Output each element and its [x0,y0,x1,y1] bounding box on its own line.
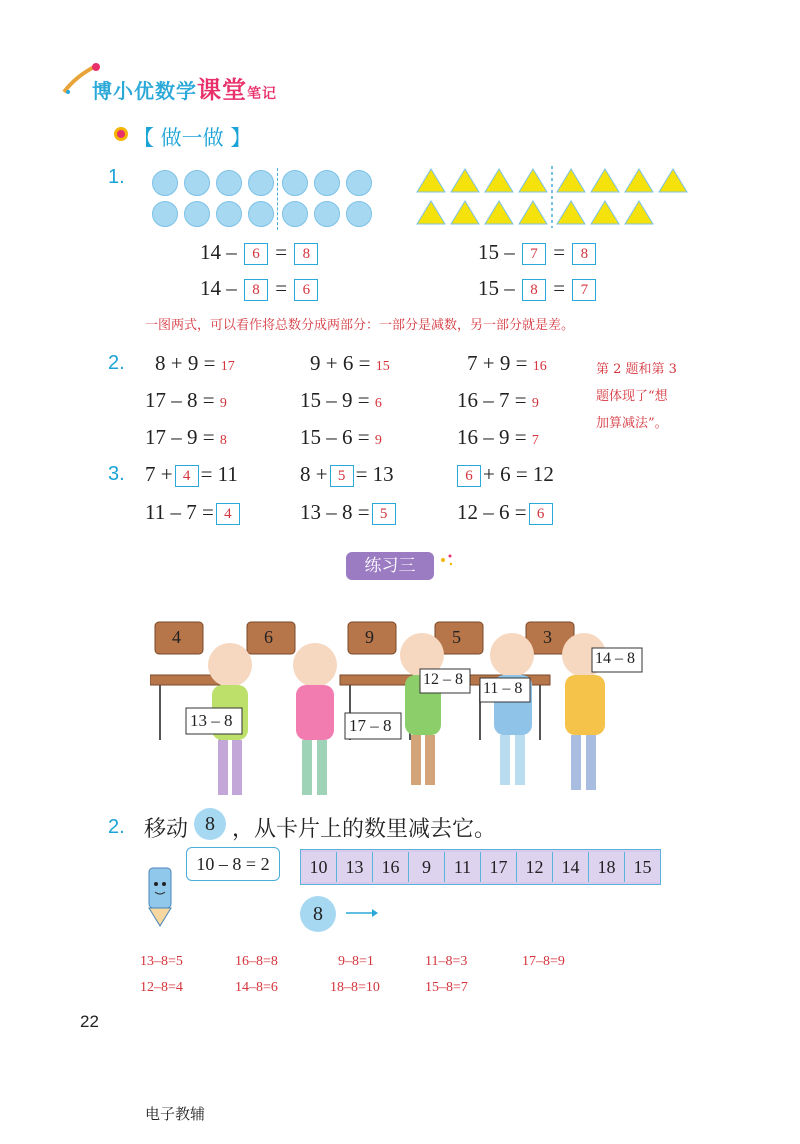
q2-r1-c2: 9 + 6 = 15 [310,351,390,375]
kid-card: 12 – 8 [423,671,463,688]
kid-card: 17 – 8 [349,716,392,735]
number-card: 13 [337,852,373,882]
move-answer: 9–8=1 [338,954,374,969]
circle-eq-1: 14 – 6 = 8 [200,240,320,265]
number-card-strip [300,849,661,885]
sparkle-icon [438,552,456,570]
move-answer: 17–8=9 [522,954,565,969]
chair-number: 9 [365,627,374,647]
q2-r2-c1: 17 – 8 = 9 [145,388,227,412]
move-answer: 13–8=5 [140,954,183,969]
header-title: 博小优数学课堂笔记 [92,76,277,104]
page-number: 22 [80,1012,99,1031]
move-answer: 15–8=7 [425,980,468,995]
q2-r3-c1: 17 – 9 = 8 [145,425,227,449]
move-circle: 8 [194,808,226,840]
circle-group [150,168,380,228]
q2-r3-c3: 16 – 9 = 7 [457,425,539,449]
chair-number: 6 [264,627,273,647]
number-card: 9 [409,852,445,882]
q2-r2-c2: 15 – 9 = 6 [300,388,382,412]
speech-bubble: 10 – 8 = 2 [186,847,280,881]
pencil-mascot-icon [133,862,189,932]
kid-card: 14 – 8 [595,650,635,667]
number-card: 12 [517,852,553,882]
q1-note: 一图两式，可以看作将总数分成两部分：一部分是减数，另一部分就是差。 [145,318,575,333]
q2-r3-c2: 15 – 6 = 9 [300,425,382,449]
q2-r2-c3: 16 – 7 = 9 [457,388,539,412]
triangle-eq-1: 15 – 7 = 8 [478,240,598,265]
q-move-number: 2. [108,816,125,838]
q3-r1-c1: 7 + 4 = 11 [145,462,238,486]
move-answer: 11–8=3 [425,954,468,969]
q-move-text-before: 移动 [144,817,189,842]
move-answer: 16–8=8 [235,954,278,969]
q3-r1-c3: 6 + 6 = 12 [455,462,554,487]
triangle-eq-2: 15 – 8 = 7 [478,276,598,301]
q3-number: 3. [108,463,125,485]
q2-side-note: 第 2 题和第 3 题体现了“想 加算减法”。 [596,362,677,431]
section-title: 【 做一做 】 [133,126,252,150]
q3-r2-c2: 13 – 8 = 5 [300,500,398,525]
number-card: 17 [481,852,517,882]
number-card: 11 [445,852,481,882]
move-answer: 12–8=4 [140,980,183,995]
move-answer: 18–8=10 [330,980,380,995]
q3-r2-c1: 11 – 7 = 4 [145,500,242,525]
footer-text: 电子教辅 [145,1105,206,1123]
q3-r2-c3: 12 – 6 = 6 [457,500,555,525]
number-card: 18 [589,852,625,882]
number-card: 16 [373,852,409,882]
number-card: 10 [301,852,337,882]
q3-r1-c2: 8 + 5 = 13 [300,462,394,486]
circle-eq-2: 14 – 8 = 6 [200,276,320,301]
q1-number: 1. [108,166,125,188]
kid-card: 11 – 8 [483,680,523,697]
practice-tag: 练习三 [346,552,434,580]
q2-r1-c1: 8 + 9 = 17 [155,351,235,375]
sun-icon [110,123,132,145]
kid-card: 13 – 8 [190,711,233,730]
chair-number: 5 [452,627,461,647]
number-card: 15 [625,852,660,882]
chair-number: 4 [172,627,181,647]
triangle-group [415,166,695,228]
q-move-text-after: ，从卡片上的数里减去它。 [232,817,497,842]
move-answer: 14–8=6 [235,980,278,995]
q2-number: 2. [108,352,125,374]
q2-r1-c3: 7 + 9 = 16 [467,351,547,375]
chair-number: 3 [543,627,552,647]
number-card: 14 [553,852,589,882]
sliding-circle: 8 [300,896,336,932]
right-arrow-icon [346,906,378,920]
